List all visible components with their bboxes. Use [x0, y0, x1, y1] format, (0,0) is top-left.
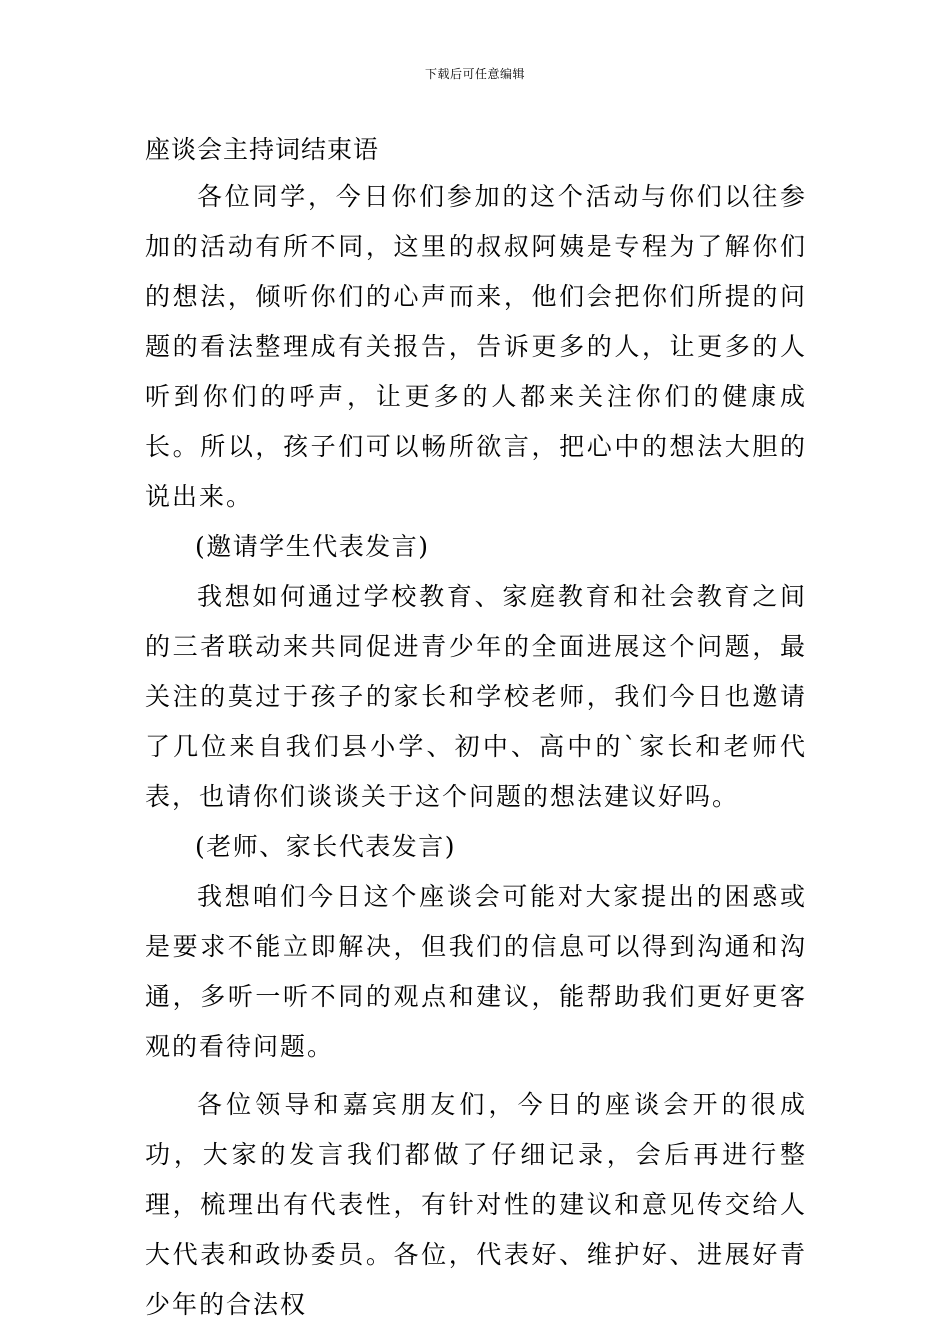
- document-title: 座谈会主持词结束语: [145, 135, 380, 164]
- document-body: [145, 128, 807, 1330]
- stage-direction-students: (邀请学生代表发言): [195, 532, 430, 561]
- paragraph-closing: 各位领导和嘉宾朋友们，今日的座谈会开的很成功，大家的发言我们都做了仔细记录，会后再进行整理，梳理出有代表性，有针对性的建议和意见传交给人大代表和政协委员。各位，代表好、维护好、进展好青少年的合法权: [145, 1090, 807, 1319]
- stage-direction-teachers-parents: (老师、家长代表发言): [195, 832, 457, 861]
- paragraph-opening: 各位同学，今日你们参加的这个活动与你们以往参加的活动有所不同，这里的叔叔阿姨是专程为了解你们的想法，倾听你们的心声而来，他们会把你们所提的问题的看法整理成有关报告，告诉更多的人，让更多的人听到你们的呼声，让更多的人都来关注你们的健康成长。所以，孩子们可以畅所欲言，把心中的想法大胆的说出来。: [145, 182, 807, 511]
- paragraph-parents-teachers: 我想如何通过学校教育、家庭教育和社会教育之间的三者联动来共同促进青少年的全面进展这个问题，最关注的莫过于孩子的家长和学校老师，我们今日也邀请了几位来自我们县小学、初中、高中的`家长和老师代表，也请你们谈谈关于这个问题的想法建议好吗。: [145, 582, 807, 811]
- page-header-note: 下载后可任意编辑: [424, 67, 525, 81]
- paragraph-communication: 我想咱们今日这个座谈会可能对大家提出的困惑或是要求不能立即解决，但我们的信息可以得到沟通和沟通，多听一听不同的观点和建议，能帮助我们更好更客观的看待问题。: [145, 882, 807, 1061]
